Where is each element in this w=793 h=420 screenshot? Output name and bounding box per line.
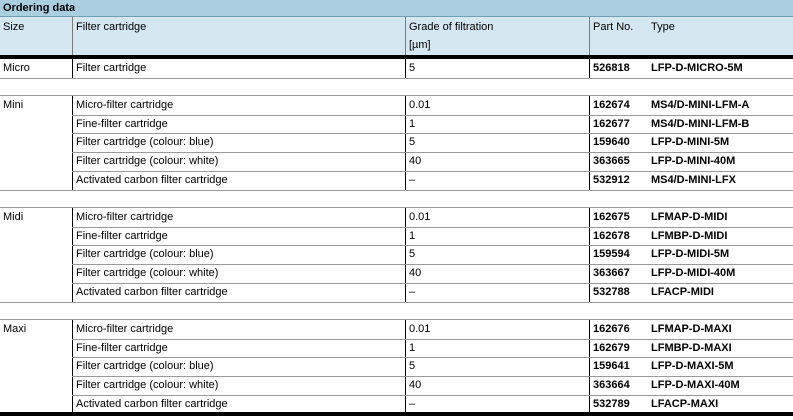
part-number: 162678 [593, 229, 630, 242]
column-divider [405, 96, 406, 190]
header-column-divider [405, 17, 406, 55]
cartridge-name: Activated carbon filter cartridge [76, 397, 228, 410]
header-column-divider [72, 17, 73, 55]
column-divider [589, 59, 590, 78]
column-divider [72, 59, 73, 78]
column-divider [405, 208, 406, 302]
filtration-grade: 0.01 [409, 99, 431, 111]
group-divider [0, 78, 793, 79]
filtration-grade: 0.01 [409, 323, 431, 335]
filtration-grade: – [409, 285, 416, 298]
cartridge-name: Activated carbon filter cartridge [76, 285, 228, 298]
size-label: Micro [3, 62, 30, 74]
bottom-rule [0, 412, 793, 416]
cartridge-name: Fine-filter cartridge [76, 341, 168, 354]
type-code: MS4/D-MINI-LFM-B [651, 117, 750, 130]
type-code: MS4/D-MINI-LFX [651, 173, 736, 186]
filtration-grade: 5 [409, 62, 416, 74]
part-number: 159594 [593, 248, 630, 261]
column-divider [589, 96, 590, 190]
filtration-grade: 1 [409, 229, 416, 242]
cartridge-name: Micro-filter cartridge [76, 211, 174, 223]
type-code: LFMBP-D-MIDI [651, 229, 728, 242]
column-divider [589, 208, 590, 302]
part-number: 532788 [593, 285, 630, 298]
type-code: LFP-D-MINI-5M [651, 136, 730, 149]
column-divider [72, 320, 73, 414]
header-grade-unit: [µm] [409, 39, 431, 51]
header-type: Type [651, 21, 675, 33]
cartridge-name: Filter cartridge (colour: white) [76, 155, 219, 168]
table-title: Ordering data [3, 2, 76, 14]
part-number: 162675 [593, 211, 630, 223]
part-number: 363665 [593, 155, 630, 168]
type-code: LFP-D-MIDI-40M [651, 267, 736, 280]
filtration-grade: 1 [409, 341, 416, 354]
type-code: LFP-D-MAXI-5M [651, 360, 734, 373]
column-divider [72, 96, 73, 190]
part-number: 162674 [593, 99, 630, 111]
cartridge-name: Micro-filter cartridge [76, 99, 174, 111]
type-code: LFACP-MAXI [651, 397, 719, 410]
filtration-grade: – [409, 173, 416, 186]
part-number: 162676 [593, 323, 630, 335]
cartridge-name: Filter cartridge (colour: blue) [76, 360, 214, 373]
part-number: 363664 [593, 379, 630, 392]
column-divider [589, 320, 590, 414]
part-number: 526818 [593, 62, 630, 74]
group-divider [0, 190, 793, 191]
type-code: LFMAP-D-MIDI [651, 211, 728, 223]
filtration-grade: 5 [409, 248, 416, 261]
cartridge-name: Filter cartridge (colour: blue) [76, 248, 214, 261]
header-size: Size [3, 21, 25, 33]
column-divider [405, 320, 406, 414]
cartridge-name: Filter cartridge [76, 62, 147, 74]
type-code: LFACP-MIDI [651, 285, 714, 298]
filtration-grade: – [409, 397, 416, 410]
part-number: 159641 [593, 360, 630, 373]
column-divider [405, 59, 406, 78]
header-part-no: Part No. [593, 21, 634, 33]
type-code: LFMBP-D-MAXI [651, 341, 732, 354]
column-divider [72, 208, 73, 302]
size-label: Mini [3, 99, 24, 111]
part-number: 363667 [593, 267, 630, 280]
type-code: MS4/D-MINI-LFM-A [651, 99, 750, 111]
table-title-bar [0, 0, 793, 17]
header-grade: Grade of filtration [409, 21, 494, 33]
type-code: LFP-D-MICRO-5M [651, 62, 743, 74]
cartridge-name: Fine-filter cartridge [76, 117, 168, 130]
part-number: 159640 [593, 136, 630, 149]
type-code: LFP-D-MIDI-5M [651, 248, 730, 261]
filtration-grade: 5 [409, 360, 416, 373]
cartridge-name: Filter cartridge (colour: white) [76, 267, 219, 280]
cartridge-name: Micro-filter cartridge [76, 323, 174, 335]
cartridge-name: Fine-filter cartridge [76, 229, 168, 242]
group-divider [0, 302, 793, 303]
cartridge-name: Filter cartridge (colour: blue) [76, 136, 214, 149]
part-number: 532912 [593, 173, 630, 186]
type-code: LFMAP-D-MAXI [651, 323, 732, 335]
filtration-grade: 40 [409, 379, 422, 392]
filtration-grade: 40 [409, 155, 422, 168]
filtration-grade: 5 [409, 136, 416, 149]
cartridge-name: Filter cartridge (colour: white) [76, 379, 219, 392]
filtration-grade: 0.01 [409, 211, 431, 223]
type-code: LFP-D-MAXI-40M [651, 379, 740, 392]
filtration-grade: 1 [409, 117, 416, 130]
header-filter-cartridge: Filter cartridge [76, 21, 147, 33]
filtration-grade: 40 [409, 267, 422, 280]
type-code: LFP-D-MINI-40M [651, 155, 736, 168]
size-label: Midi [3, 211, 24, 223]
part-number: 162679 [593, 341, 630, 354]
part-number: 532789 [593, 397, 630, 410]
column-header-row [0, 17, 793, 55]
cartridge-name: Activated carbon filter cartridge [76, 173, 228, 186]
part-number: 162677 [593, 117, 630, 130]
size-label: Maxi [3, 323, 27, 335]
header-column-divider [589, 17, 590, 55]
